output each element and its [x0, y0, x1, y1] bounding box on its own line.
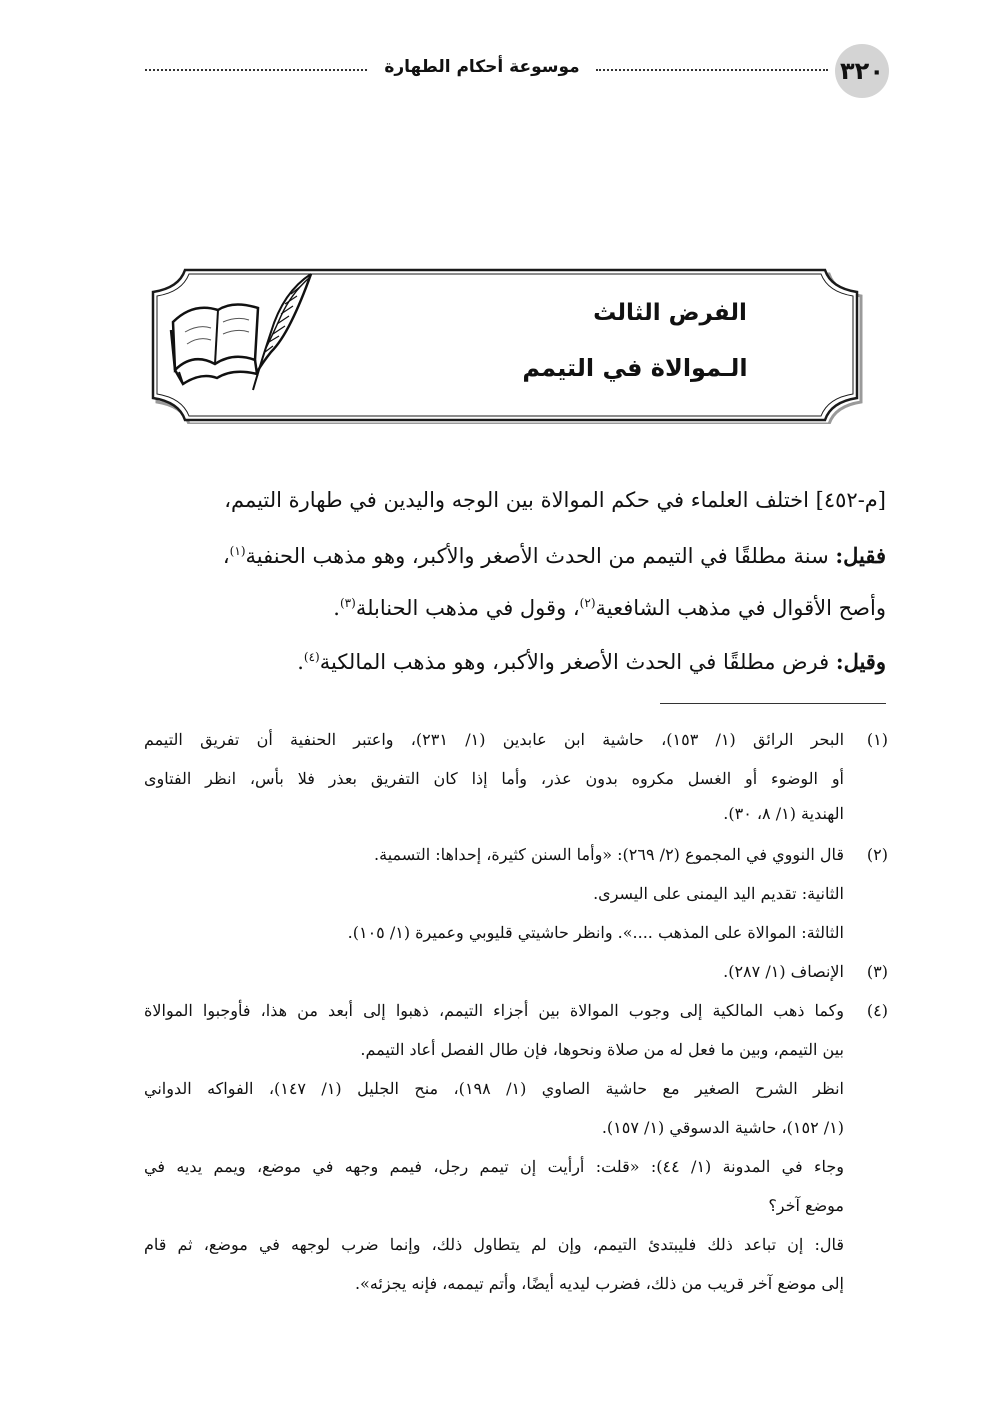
footnote-4-line-3: انظر الشرح الصغير مع حاشية الصاوي (١/ ١٩٨)، منح الجليل (١/ ١٤٧)، الفواكه الدواني: [144, 1079, 845, 1098]
main-paragraph-1: [م-٤٥٢] اختلف العلماء في حكم الموالاة بين الوجه واليدين في طهارة التيمم،: [224, 488, 886, 512]
p3-end: .: [333, 596, 340, 620]
p4-end: .: [297, 650, 304, 674]
footnote-4-line-2: بين التيمم، وبين ما فعل له من صلاة ونحوها، فإن طال الفصل أعاد التيمم.: [360, 1040, 844, 1059]
footnote-4-line-6: موضع آخر؟: [768, 1196, 844, 1215]
footnote-ref-1[interactable]: (١): [229, 544, 246, 558]
chapter-subheading: الـموالاة في التيمم: [522, 354, 748, 382]
footnote-1-number: (١): [866, 730, 888, 749]
wa-qila-lead: وقيل:: [835, 649, 886, 674]
footnote-4-line-1: وكما ذهب المالكية إلى وجوب الموالاة بين أجزاء التيمم، ذهبوا إلى أبعد من هذا، فأوجبوا الموالاة: [144, 1001, 844, 1020]
footnote-1-line-3: الهندية (١/ ٨، ٣٠).: [723, 804, 844, 823]
footnote-2-number: (٢): [866, 845, 888, 864]
footnote-1-line-1: البحر الرائق (١/ ١٥٣)، حاشية ابن عابدين (١/ ٢٣١)، واعتبر الحنفية أن تفريق التيمم: [144, 730, 845, 749]
page-number: ٣٢٠: [835, 44, 889, 98]
footnote-4-line-7: قال: إن تباعد ذلك فليبتدئ التيمم، وإن لم يتطاول ذلك، وإنما ضرب لوجهه في موضع، ثم قام: [144, 1235, 844, 1254]
footnote-4-line-4: (١/ ١٥٢)، حاشية الدسوقي (١/ ١٥٧).: [601, 1118, 844, 1137]
book-quill-icon: [163, 272, 313, 392]
footnote-ref-2[interactable]: (٢): [579, 596, 596, 610]
p2-end: ،: [222, 544, 230, 568]
book-title: موسوعة أحكام الطهارة: [384, 57, 580, 77]
footnote-2-line-3: الثالثة: الموالاة على المذهب ....». وانظر حاشيتي قليوبي وعميرة (١/ ١٠٥).: [347, 923, 844, 942]
footnote-4-line-8: إلى موضع آخر قريب من ذلك، فضرب ليديه أيضًا، وأتم تيممه، فإنه يجزئه».: [354, 1274, 844, 1293]
p2-text: سنة مطلقًا في التيمم من الحدث الأصغر والأكبر، وهو مذهب الحنفية: [245, 544, 836, 568]
footnote-4-line-5: وجاء في المدونة (١/ ٤٤): «قلت: أرأيت إن تيمم رجل، فيمم وجهه في موضع، ويمم يديه في: [144, 1157, 845, 1176]
footnote-ref-4[interactable]: (٤): [303, 650, 320, 664]
footnote-ref-3[interactable]: (٣): [339, 596, 356, 610]
footnote-separator: [660, 703, 886, 704]
footnote-2-line-1: قال النووي في المجموع (٢/ ٢٦٩): «وأما السنن كثيرة، إحداها: التسمية.: [374, 845, 844, 864]
main-paragraph-4: [146, 651, 886, 673]
p3-text-a: وأصح الأقوال في مذهب الشافعية: [595, 596, 886, 620]
footnote-4-number: (٤): [866, 1001, 888, 1020]
footnote-2-line-2: الثانية: تقديم اليد اليمنى على اليسرى.: [593, 884, 844, 903]
chapter-title-box: [145, 262, 865, 424]
p3-text-b: ، وقول في مذهب الحنابلة: [355, 596, 580, 620]
chapter-heading: الفرض الثالث: [593, 300, 747, 326]
main-paragraph-2: [146, 545, 886, 567]
header-dotted-rule-left: [145, 69, 367, 71]
footnote-3-number: (٣): [866, 962, 888, 981]
footnote-1-line-2: أو الوضوء أو الغسل مكروه بدون عذر، وأما إذا كان التفريق بعذر فلا بأس، انظر الفتاوى: [144, 769, 844, 788]
header-dotted-rule-right: [596, 69, 828, 71]
qila-lead: فقيل:: [835, 543, 886, 568]
p4-text: فرض مطلقًا في الحدث الأصغر والأكبر، وهو مذهب المالكية: [319, 650, 836, 674]
main-paragraph-3: [146, 597, 886, 619]
footnote-3-line-1: الإنصاف (١/ ٢٨٧).: [723, 962, 844, 981]
